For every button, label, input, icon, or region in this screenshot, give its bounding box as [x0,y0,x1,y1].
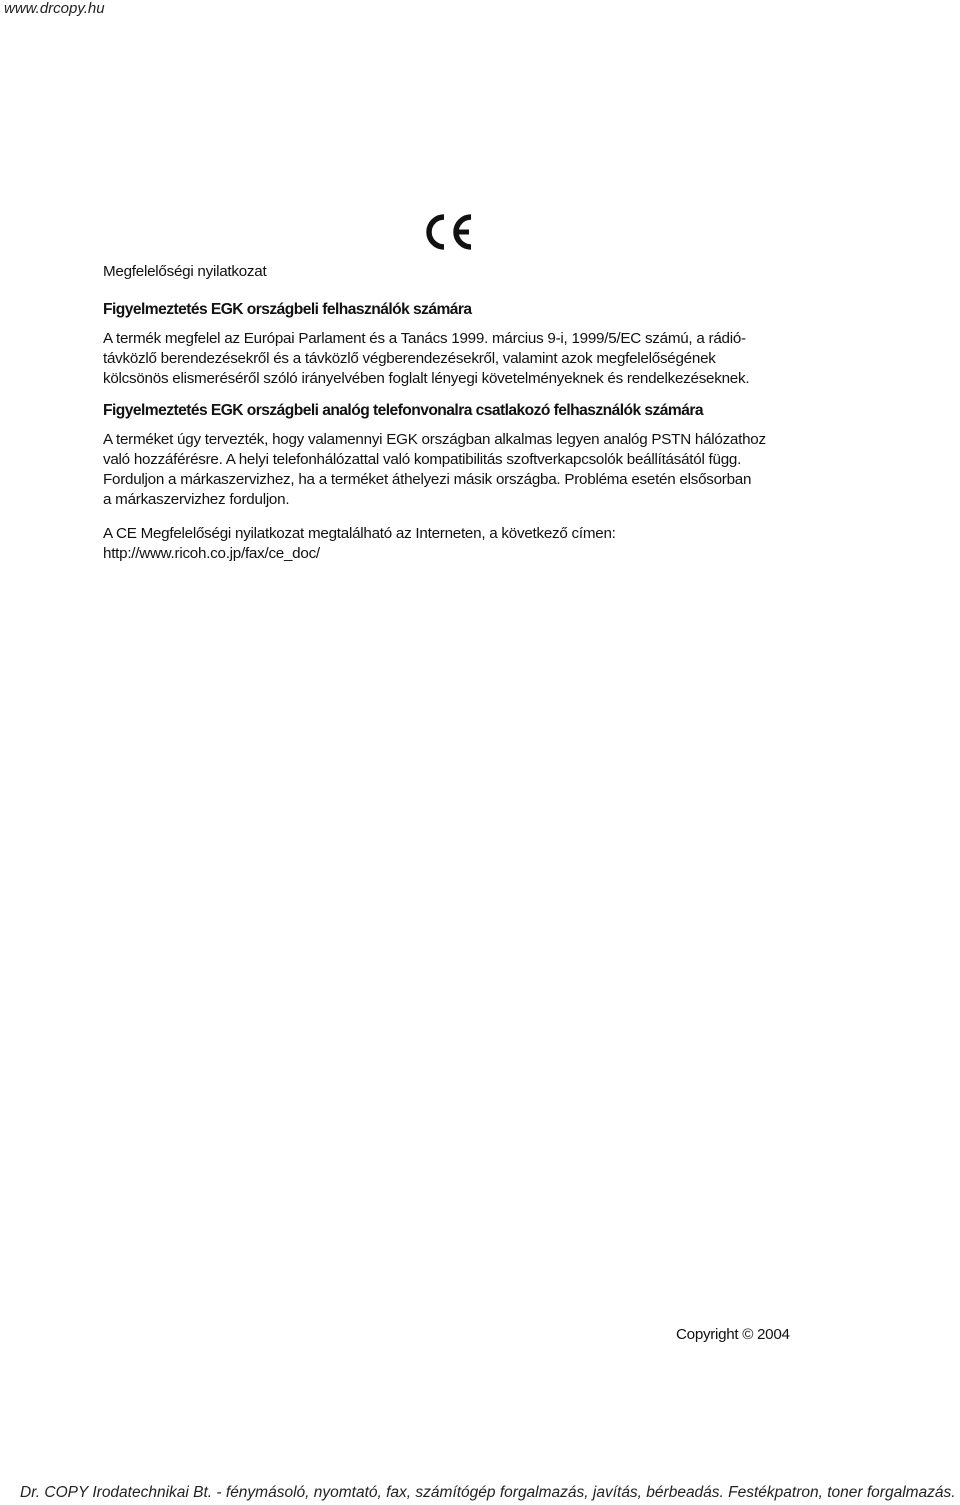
ce-mark-icon [423,212,475,252]
section2-paragraph [103,430,803,510]
section2-line: Forduljon a márkaszervizhez, ha a terméket áthelyezi másik országba. Probléma esetén elsősorban [103,471,752,488]
watermark-bottom: Dr. COPY Irodatechnikai Bt. - fénymásoló, nyomtató, fax, számítógép forgalmazás, javítás, bérbeadás. Festékpatron, toner forgalmazás. [20,1484,956,1501]
section1-heading: Figyelmeztetés EGK országbeli felhasználók számára [103,301,472,318]
section1-line: A termék megfelel az Európai Parlament és a Tanács 1999. március 9-i, 1999/5/EC számú, a rádió- [103,330,746,347]
document-title: Megfelelőségi nyilatkozat [103,263,267,280]
section1-paragraph [103,329,803,389]
section3-paragraph [103,524,803,564]
watermark-top: www.drcopy.hu [4,0,105,17]
section3-line: A CE Megfelelőségi nyilatkozat megtalálható az Interneten, a következő címen: [103,525,616,542]
ce-doc-url: http://www.ricoh.co.jp/fax/ce_doc/ [103,545,320,562]
copyright: Copyright © 2004 [676,1326,790,1343]
section2-line: A terméket úgy tervezték, hogy valamennyi EGK országban alkalmas legyen analóg PSTN hálózathoz [103,431,766,448]
section2-line: való hozzáférésre. A helyi telefonhálózattal való kompatibilitás szoftverkapcsolók beállításától függ. [103,451,742,468]
section2-line: a márkaszervizhez forduljon. [103,491,290,508]
section1-line: távközlő berendezésekről és a távközlő végberendezésekről, valamint azok megfelelőségének [103,350,716,367]
section1-line: kölcsönös elismeréséről szóló irányelvében foglalt lényegi követelményeknek és rendelkezéseknek. [103,370,750,387]
section2-heading: Figyelmeztetés EGK országbeli analóg telefonvonalra csatlakozó felhasználók számára [103,402,703,419]
